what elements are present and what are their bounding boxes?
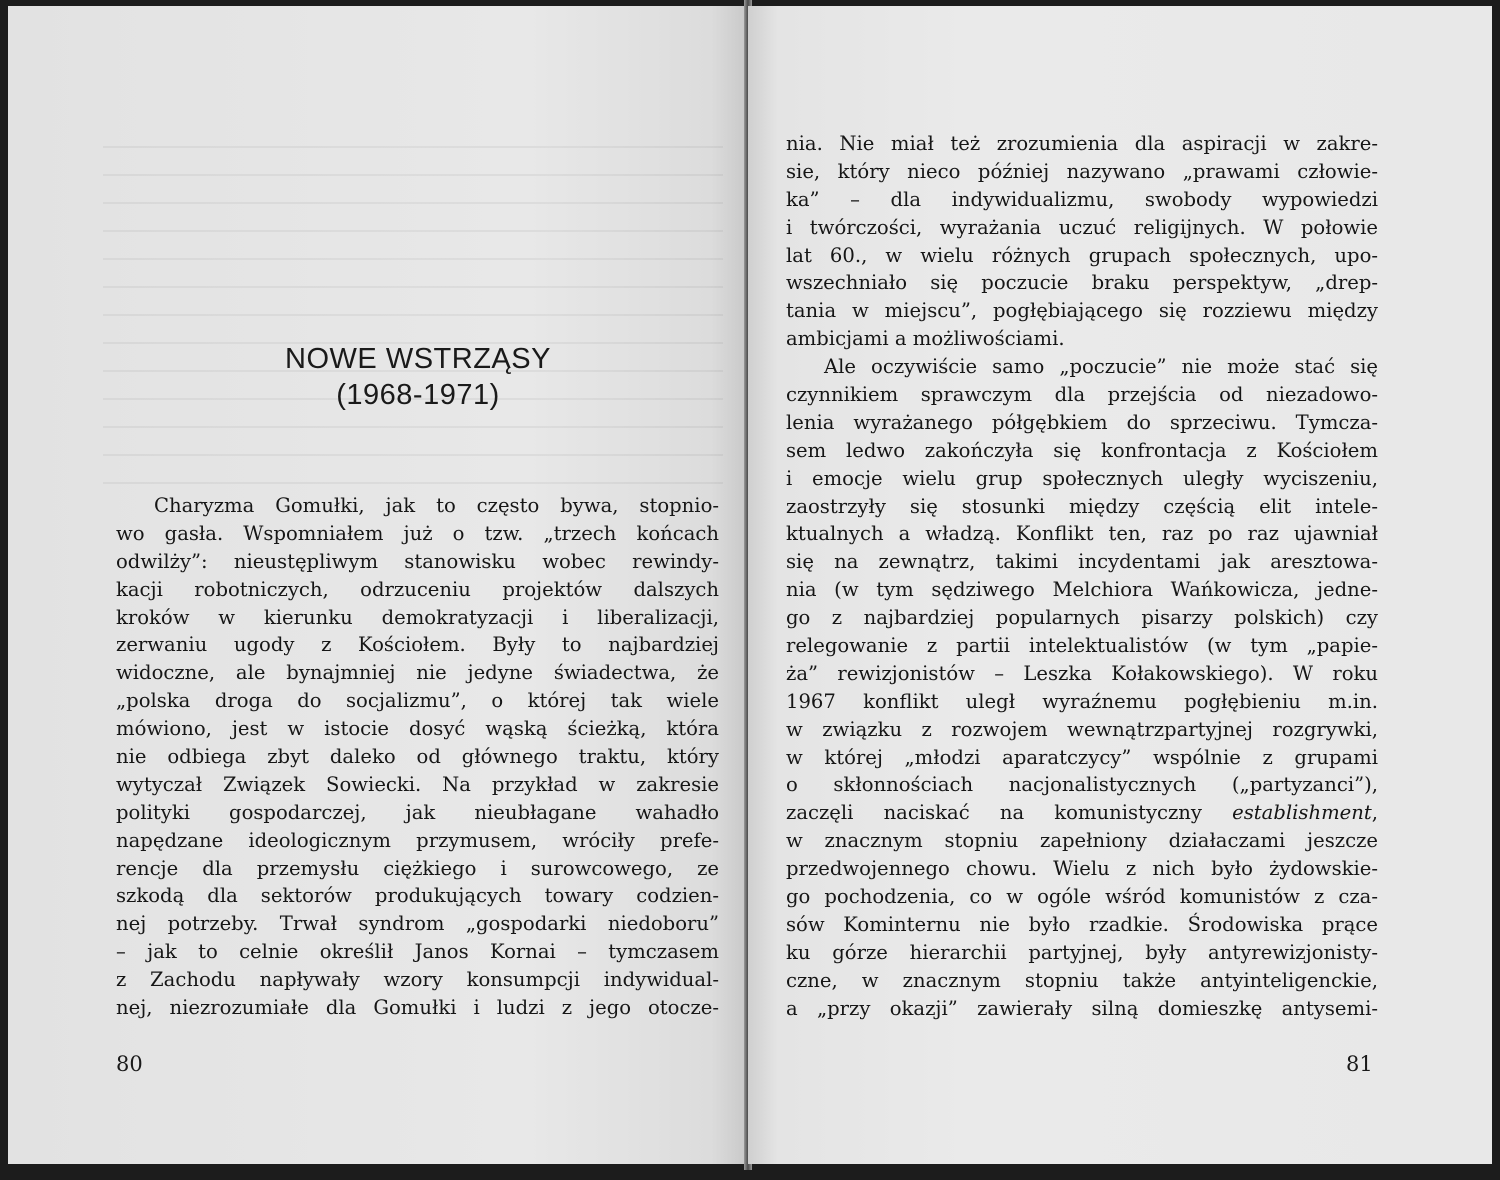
text-line: ża” rewizjonistów – Leszka Kołakowskiego). W roku xyxy=(786,661,1378,685)
italic-term: establishment xyxy=(1232,801,1372,825)
text-line: ambicjami a możliwościami. xyxy=(786,327,1065,351)
text-line: polityki gospodarczej, jak nieubłagane wahadło xyxy=(116,800,719,824)
text-line: nej, niezrozumiałe dla Gomułki i ludzi z jego otocze- xyxy=(116,996,719,1020)
text-line: o skłonnościach nacjonalistycznych („partyzanci”), xyxy=(786,773,1378,797)
text-line: wytyczał Związek Sowiecki. Na przykład w zakresie xyxy=(116,772,719,796)
text-line: sem ledwo zakończyła się konfrontacja z Kościołem xyxy=(786,438,1378,462)
text-line: kacji robotniczych, odrzuceniu projektów dalszych xyxy=(116,577,719,601)
page-number: 80 xyxy=(116,1052,143,1076)
text-line: Charyzma Gomułki, jak to często bywa, stopnio- xyxy=(154,494,719,517)
text-line: ktualnych a władzą. Konflikt ten, raz po raz ujawniał xyxy=(786,522,1378,546)
text-line: napędzane ideologicznym przymusem, wróciły prefe- xyxy=(116,828,719,852)
text-line: w związku z rozwojem wewnątrzpartyjnej rozgrywki, xyxy=(786,717,1378,741)
text-line: nia. Nie miał też zrozumienia dla aspiracji w zakre- xyxy=(786,132,1378,155)
right-body-text xyxy=(786,130,1378,1023)
text-line: lenia wyrażanego półgębkiem do sprzeciwu. Tymcza- xyxy=(786,410,1378,434)
text-line: zaostrzyły się stosunki między częścią elit intele- xyxy=(786,494,1378,518)
text-line: – jak to celnie określił Janos Kornai – tymczasem xyxy=(116,940,719,964)
text-line: sie, który nieco później nazywano „prawami człowie- xyxy=(786,159,1378,183)
text-line: widoczne, ale bynajmniej nie jedyne świadectwa, że xyxy=(116,661,719,685)
right-page xyxy=(748,6,1492,1164)
text-line: nia (w tym sędziwego Melchiora Wańkowicza, jedne- xyxy=(786,578,1378,602)
text-line: mówiono, jest w istocie dosyć wąską ścieżką, która xyxy=(116,717,719,741)
text-line: czne, w znacznym stopniu także antyinteligenckie, xyxy=(786,968,1378,992)
text-line: w znacznym stopniu zapełniony działaczami jeszcze xyxy=(786,829,1378,853)
left-page xyxy=(8,6,748,1164)
text-line: wszechniało się poczucie braku perspektyw, „drep- xyxy=(786,271,1378,295)
text-line: nej potrzeby. Trwał syndrom „gospodarki niedoboru” xyxy=(116,912,719,936)
text-line: nie odbiega zbyt daleko od głównego traktu, który xyxy=(116,745,719,769)
text-line: sów Kominternu nie było rzadkie. Środowiska prące xyxy=(786,912,1378,936)
show-through-text xyxy=(103,146,723,506)
text-line: go pochodzenia, co w ogóle wśród komunistów z cza- xyxy=(786,885,1378,909)
text-line: lat 60., w wielu różnych grupach społecznych, upo- xyxy=(786,243,1378,267)
text-line: i twórczości, wyrażania uczuć religijnych. W połowie xyxy=(786,215,1378,239)
page-number: 81 xyxy=(1346,1052,1373,1076)
text-line: odwilży”: nieustępliwym stanowisku wobec rewindy- xyxy=(116,549,719,573)
text-line: relegowanie z partii intelektualistów (w tym „papie- xyxy=(786,634,1378,658)
text-line: tania w miejscu”, pogłębiającego się rozziewu między xyxy=(786,299,1378,323)
text-line: wo gasła. Wspomniałem już o tzw. „trzech końcach xyxy=(116,521,719,545)
text-line: go z najbardziej popularnych pisarzy polskich) czy xyxy=(786,606,1378,630)
text-line: zerwaniu ugody z Kościołem. Były to najbardziej xyxy=(116,633,719,657)
text-line: „polska droga do socjalizmu”, o której tak wiele xyxy=(116,689,719,713)
text-line: w której „młodzi aparatczycy” wspólnie z grupami xyxy=(786,745,1378,769)
text-line: się na zewnątrz, takimi incydentami jak aresztowa- xyxy=(786,550,1378,574)
text-line: i emocje wielu grup społecznych uległy wyciszeniu, xyxy=(786,466,1378,490)
text-line: a „przy okazji” zawierały silną domieszkę antysemi- xyxy=(786,996,1378,1020)
text-line: kroków w kierunku demokratyzacji i liberalizacji, xyxy=(116,605,719,629)
chapter-title: NOWE WSTRZĄSY xyxy=(285,343,551,375)
left-body-text xyxy=(116,492,719,1022)
text-line: z Zachodu napływały wzory konsumpcji indywidual- xyxy=(116,968,719,992)
text-line: Ale oczywiście samo „poczucie” nie może stać się xyxy=(824,355,1378,379)
text-line: czynnikiem sprawczym dla przejścia od niezadowo- xyxy=(786,383,1378,407)
text-line: rencje dla przemysłu ciężkiego i surowcowego, ze xyxy=(116,856,719,880)
text-line: 1967 konflikt uległ wyraźnemu pogłębieniu m.in. xyxy=(786,689,1378,713)
chapter-dates: (1968-1971) xyxy=(336,379,500,411)
text-line: ku górze hierarchii partyjnej, były antyrewizjonisty- xyxy=(786,940,1378,964)
text-line: przedwojennego chowu. Wielu z nich było żydowskie- xyxy=(786,857,1378,881)
text-line: ka” – dla indywidualizmu, swobody wypowiedzi xyxy=(786,187,1378,211)
text-line: zaczęli naciskać na komunistyczny establishment, xyxy=(786,801,1378,825)
text-line: szkodą dla sektorów produkujących towary codzien- xyxy=(116,884,719,908)
